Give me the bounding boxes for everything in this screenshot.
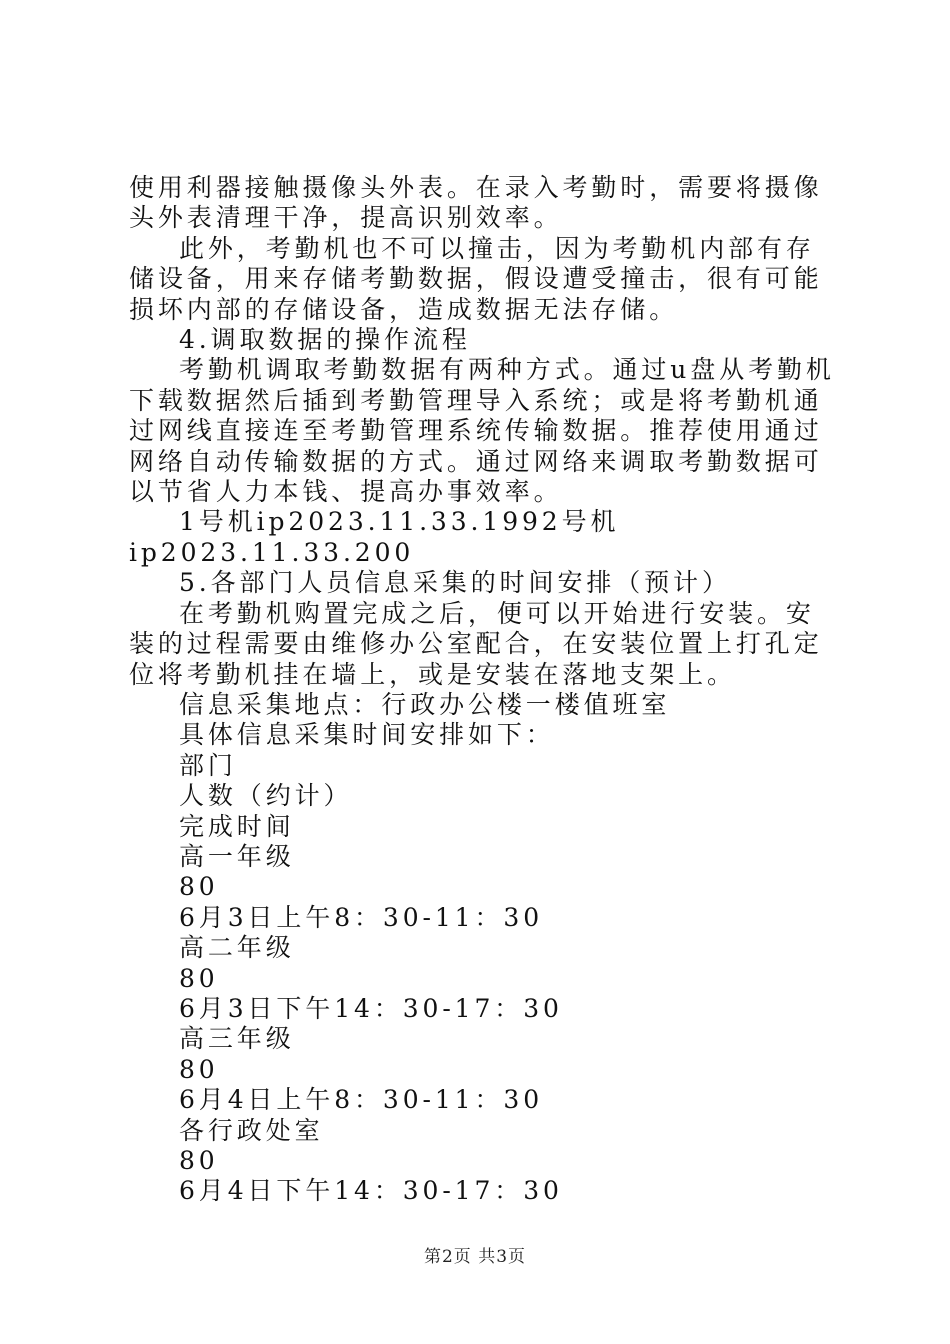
table-cell-headcount: 80: [179, 872, 219, 902]
table-cell-time: 6月3日下午14：30-17：30: [179, 993, 563, 1023]
table-cell-time: 6月3日上午8：30-11：30: [179, 902, 543, 932]
paragraph-machine-ip: 1号机ip2023.11.33.1992号机ip2023.11.33.200: [129, 507, 620, 567]
paragraph-schedule-intro: 具体信息采集时间安排如下：: [179, 720, 555, 750]
table-header-headcount: 人数（约计）: [179, 781, 353, 811]
heading-schedule: 5.各部门人员信息采集的时间安排（预计）: [179, 568, 731, 598]
schedule-table: [129, 751, 835, 1207]
paragraph-installation: 在考勤机购置完成之后，便可以开始进行安装。安装的过程需要由维修办公室配合，在安装位置上打孔定位将考勤机挂在墙上，或是安装在落地支架上。: [129, 598, 823, 689]
body-text: [129, 173, 835, 1207]
table-cell-department: 各行政处室: [179, 1115, 324, 1145]
table-cell-headcount: 80: [179, 1146, 219, 1175]
paragraph-no-impact: 此外，考勤机也不可以撞击，因为考勤机内部有存储设备，用来存储考勤数据，假设遭受撞击，很有可能损坏内部的存储设备，造成数据无法存储。: [129, 233, 823, 324]
paragraph-location: 信息采集地点：行政办公楼一楼值班室: [179, 689, 671, 719]
table-cell-time: 6月4日上午8：30-11：30: [179, 1085, 543, 1115]
table-header-time: 完成时间: [179, 811, 295, 841]
table-cell-headcount: 80: [179, 963, 219, 993]
table-cell-department: 高二年级: [179, 933, 295, 963]
table-cell-department: 高三年级: [179, 1024, 295, 1054]
paragraph-data-retrieval: 考勤机调取考勤数据有两种方式。通过u盘从考勤机下载数据然后插到考勤管理导入系统；或是将考勤机通过网线直接连至考勤管理系统传输数据。推荐使用通过网络自动传输数据的方式。通过网络来调取考勤数据可以节省人力本钱、提高办事效率。: [129, 355, 835, 507]
page-number-footer: 第2页 共3页: [423, 1247, 527, 1267]
table-cell-time: 6月4日下午14：30-17：30: [179, 1176, 563, 1206]
table-header-department: 部门: [179, 750, 237, 780]
table-cell-department: 高一年级: [179, 841, 295, 871]
paragraph-camera-cleaning: 使用利器接触摄像头外表。在录入考勤时，需要将摄像头外表清理干净，提高识别效率。: [129, 173, 823, 233]
table-cell-headcount: 80: [179, 1054, 219, 1084]
heading-data-retrieval: 4.调取数据的操作流程: [179, 325, 471, 355]
